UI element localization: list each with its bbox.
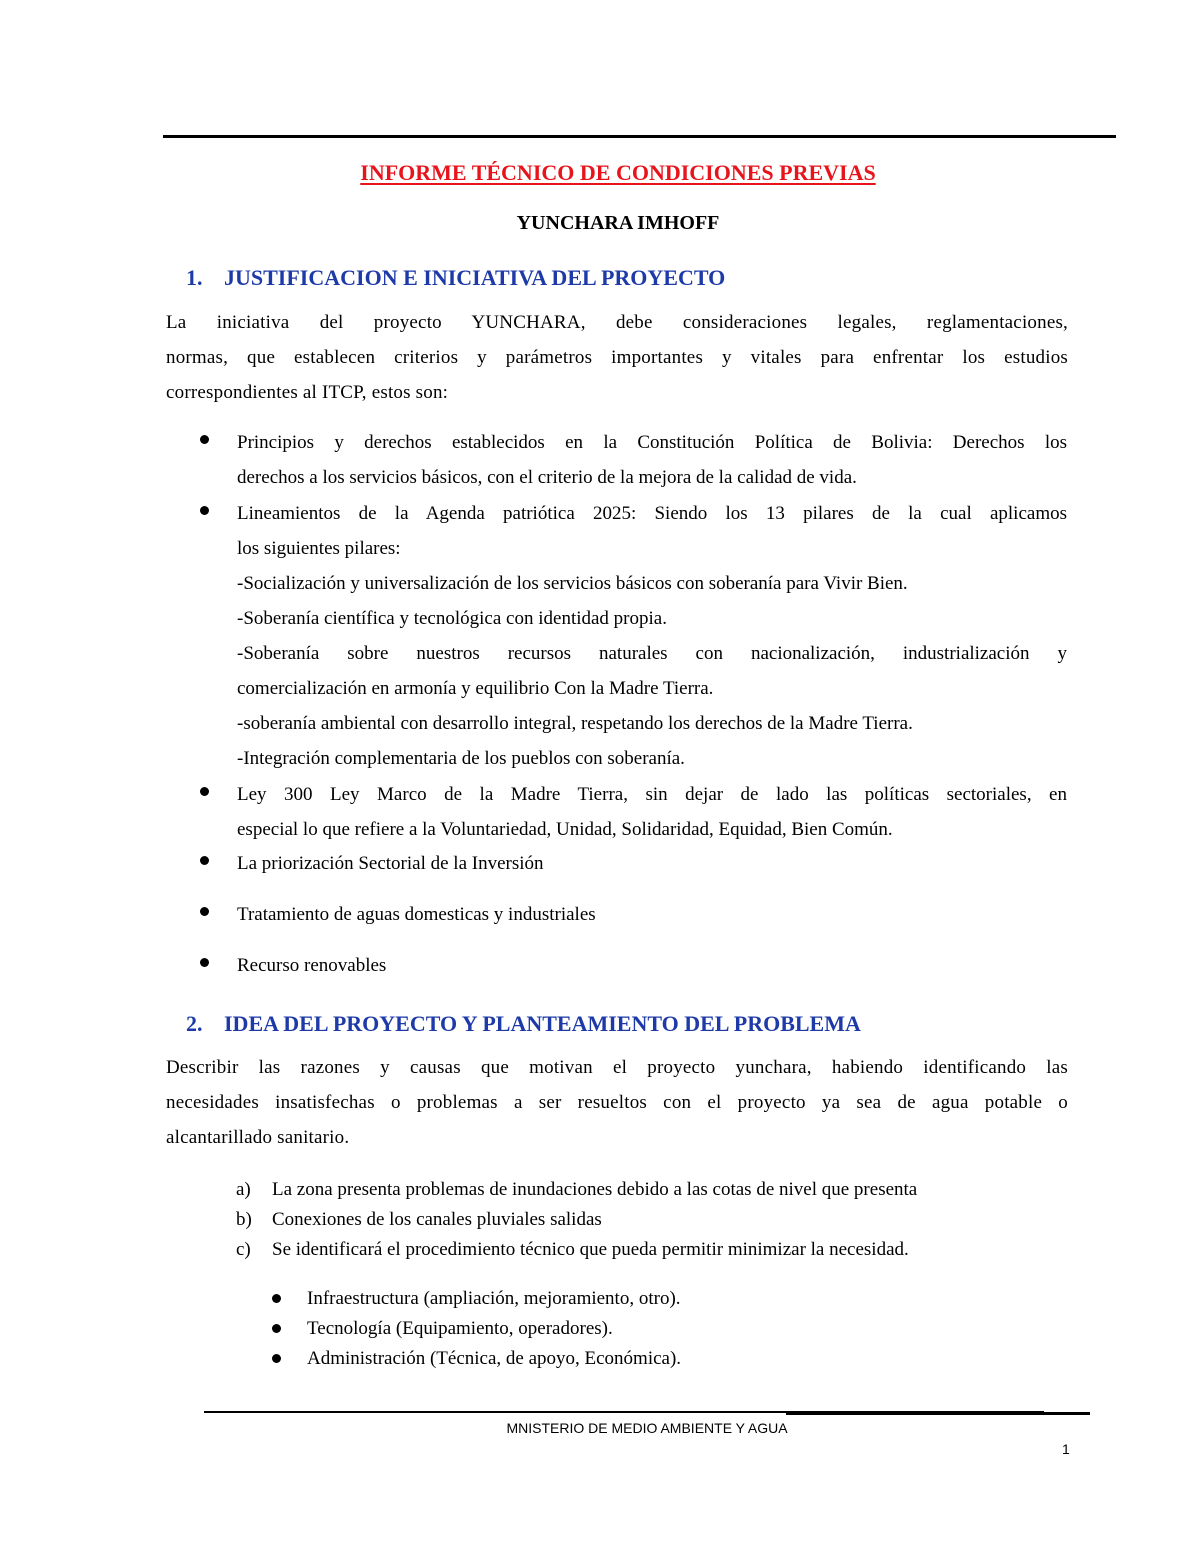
item-label: c) — [236, 1239, 251, 1260]
bullet-icon — [272, 1354, 281, 1363]
document-subtitle: YUNCHARA IMHOFF — [516, 212, 720, 234]
bullet-line: Lineamientos de la Agenda patriótica 2025: Siendo los 13 pilares de la cual aplicamos — [237, 503, 1067, 524]
bullet-text: Tecnología (Equipamiento, operadores). — [307, 1318, 613, 1339]
section-1-heading — [186, 265, 725, 291]
bullet-icon — [200, 435, 209, 444]
bullet-icon — [200, 958, 209, 967]
bullet-text: Infraestructura (ampliación, mejoramiento, otro). — [307, 1288, 681, 1309]
bullet-text: Administración (Técnica, de apoyo, Económica). — [307, 1348, 682, 1369]
footer-ministry: MNISTERIO DE MEDIO AMBIENTE Y AGUA — [506, 1420, 788, 1436]
bullet-line: -Socialización y universalización de los servicios básicos con soberanía para Vivir Bien. — [237, 573, 908, 594]
bullet-icon — [200, 506, 209, 515]
list-item — [236, 1205, 602, 1235]
bullet-icon — [272, 1324, 281, 1333]
intro-line: Describir las razones y causas que motivan el proyecto yunchara, habiendo identificando las — [166, 1057, 1068, 1078]
bullet-line: los siguientes pilares: — [237, 538, 401, 559]
bullet-line: -Soberanía sobre nuestros recursos naturales con nacionalización, industrialización y — [237, 643, 1067, 664]
bullet-line: -soberanía ambiental con desarrollo integral, respetando los derechos de la Madre Tierra. — [237, 713, 913, 734]
bullet-line: derechos a los servicios básicos, con el criterio de la mejora de la calidad de vida. — [237, 467, 857, 488]
intro-line: normas, que establecen criterios y parámetros importantes y vitales para enfrentar los estudios — [166, 347, 1068, 368]
bullet-icon — [200, 787, 209, 796]
bullet-icon — [200, 856, 209, 865]
intro-line: necesidades insatisfechas o problemas a ser resueltos con el proyecto ya sea de agua potable o — [166, 1092, 1068, 1113]
bullet-line: Recurso renovables — [237, 955, 387, 976]
section-2-intro — [166, 1050, 1068, 1155]
header-rule — [163, 135, 1116, 138]
section-2-title: IDEA DEL PROYECTO Y PLANTEAMIENTO DEL PROBLEMA — [224, 1011, 861, 1036]
item-text: Se identificará el procedimiento técnico que pueda permitir minimizar la necesidad. — [272, 1239, 909, 1260]
section-2-number: 2. — [186, 1011, 203, 1036]
list-item — [236, 1235, 909, 1265]
bullet-icon — [272, 1294, 281, 1303]
bullet-line: -Soberanía científica y tecnológica con identidad propia. — [237, 608, 667, 629]
item-label: a) — [236, 1179, 251, 1200]
bullet-line: La priorización Sectorial de la Inversión — [237, 853, 544, 874]
section-1-intro — [166, 305, 1068, 410]
section-1-title: JUSTIFICACION E INICIATIVA DEL PROYECTO — [224, 265, 726, 290]
page-number: 1 — [1062, 1441, 1070, 1457]
bullet-line: -Integración complementaria de los pueblos con soberanía. — [237, 748, 685, 769]
section-2-heading — [186, 1011, 861, 1037]
footer-rule-accent — [786, 1412, 1090, 1415]
bullet-icon — [200, 907, 209, 916]
bullet-line: especial lo que refiere a la Voluntariedad, Unidad, Solidaridad, Equidad, Bien Común. — [237, 819, 893, 840]
bullet-line: comercialización en armonía y equilibrio Con la Madre Tierra. — [237, 678, 714, 699]
document-title: INFORME TÉCNICO DE CONDICIONES PREVIAS — [360, 160, 876, 185]
item-label: b) — [236, 1209, 252, 1230]
bullet-line: Tratamiento de aguas domesticas y industriales — [237, 904, 596, 925]
intro-line: La iniciativa del proyecto YUNCHARA, debe consideraciones legales, reglamentaciones, — [166, 312, 1068, 333]
list-item — [236, 1175, 917, 1205]
bullet-line: Principios y derechos establecidos en la Constitución Política de Bolivia: Derechos los — [237, 432, 1067, 453]
intro-line: alcantarillado sanitario. — [166, 1127, 350, 1148]
bullet-line: Ley 300 Ley Marco de la Madre Tierra, sin dejar de lado las políticas sectoriales, en — [237, 784, 1067, 805]
item-text: Conexiones de los canales pluviales salidas — [272, 1209, 602, 1230]
item-text: La zona presenta problemas de inundaciones debido a las cotas de nivel que presenta — [272, 1179, 918, 1200]
section-1-number: 1. — [186, 265, 203, 290]
intro-line: correspondientes al ITCP, estos son: — [166, 382, 449, 403]
